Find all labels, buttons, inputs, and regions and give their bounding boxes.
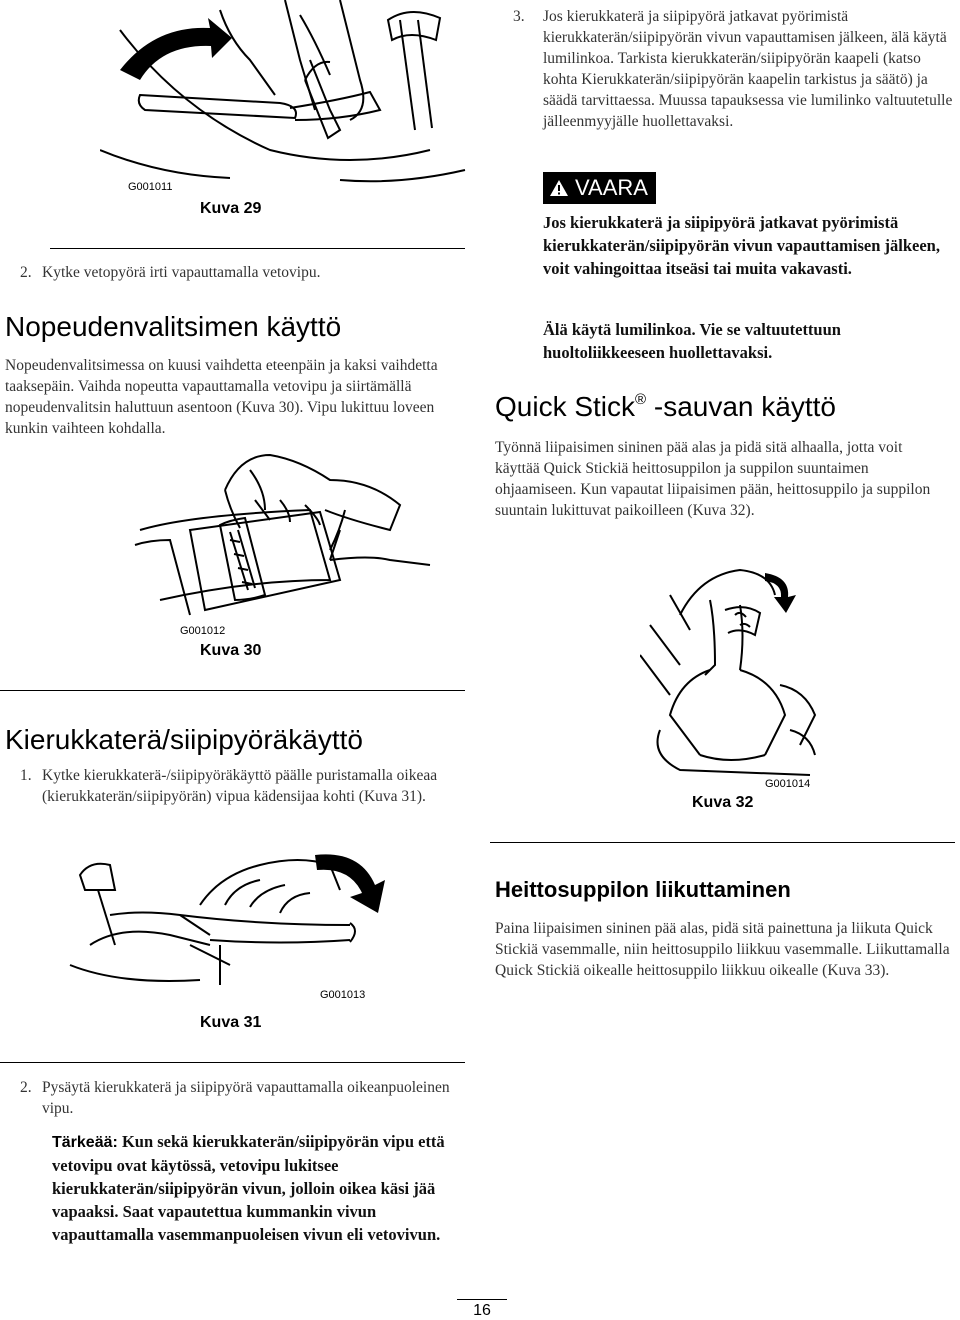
- important-text: Kun sekä kierukkaterän/siipipyörän vipu että vetovipu ovat käytössä, vetovipu lukitsee kierukkaterän/siipipyörän vivun, jolloin oikea käsi jää vapaaksi. Saat vapautettua kummankin vivun vapauttamalla vasemmanpuoleisen vivun eli vetovivun.: [52, 1132, 445, 1244]
- important-note: [52, 1130, 470, 1246]
- step-2-disengage-traction: [20, 262, 470, 283]
- step-1-engage-auger: [20, 765, 465, 807]
- step-text: Jos kierukkaterä ja siipipyörä jatkavat pyörimistä kierukkaterän/siipipyörän vivun vapauttamisen jälkeen, älä käytä lumilinkoa. Tarkista kierukkaterän/siipipyörän kaapeli (katso kohta Kierukkaterän/siipipyörän kaapelin tarkistus ja säätö) ja säädä tarvittaessa. Muussa tapauksessa vie lumilinko valtuutetulle jälleenmyyjälle huollettavaksi.: [543, 8, 953, 130]
- figure-30-code: G001012: [180, 625, 226, 637]
- chute-movement-heading: Heittosuppilon liikuttaminen: [495, 877, 791, 902]
- figure-32-illustration: [640, 555, 840, 785]
- registered-mark: ®: [635, 390, 647, 408]
- step-text: Kytke vetopyörä irti vapauttamalla vetovipu.: [42, 264, 321, 281]
- figure-29-rule: [50, 248, 465, 249]
- page-number: 16: [473, 1302, 491, 1319]
- step-number: 2.: [20, 1079, 32, 1096]
- figure-29-label: Kuva 29: [200, 200, 262, 217]
- warning-paragraph-2: Älä käytä lumilinkoa. Vie se valtuutettuun huoltoliikkeeseen huollettavaksi.: [543, 320, 841, 362]
- figure-31-label: Kuva 31: [200, 1014, 262, 1031]
- figure-32-code: G001014: [765, 778, 811, 790]
- figure-29-code: G001011: [128, 181, 173, 193]
- figure-32-rule: [490, 842, 955, 843]
- step-text: Pysäytä kierukkaterä ja siipipyörä vapauttamalla oikeanpuoleinen vipu.: [42, 1079, 450, 1117]
- auger-drive-heading: Kierukkaterä/siipipyöräkäyttö: [5, 724, 363, 755]
- figure-30-label: Kuva 30: [200, 642, 262, 659]
- step-text: Kytke kierukkaterä-/siipipyöräkäyttö päälle puristamalla oikeaa (kierukkaterän/siipipyörän) vipua kädensijaa kohti (Kuva 31).: [42, 767, 438, 805]
- quick-stick-heading: [495, 391, 836, 423]
- speed-selector-body: Nopeudenvalitsimessa on kuusi vaihdetta eteenpäin ja kaksi vaihdetta taaksepäin. Vaihda nopeutta vapauttamalla vetovipu ja siirtämällä nopeudenvalitsin haluttuun asentoon (Kuva 30). Vipu lukittuu loveen kunkin vaihteen kohdalla.: [5, 357, 438, 437]
- warning-paragraph-1: Jos kierukkaterä ja siipipyörä jatkavat pyörimistä kierukkaterän/siipipyörän vivun vapauttamisen jälkeen, voit vahingoittaa itseäsi tai muita vakavasti.: [543, 213, 940, 278]
- warning-badge: [543, 172, 656, 204]
- figure-31-code: G001013: [320, 989, 366, 1001]
- warning-triangle-icon: [549, 179, 569, 197]
- step-number: 3.: [513, 8, 525, 25]
- page-number-rule: [457, 1299, 507, 1300]
- quick-stick-body: Työnnä liipaisimen sininen pää alas ja pidä sitä alhaalla, jotta voit käyttää Quick Stickiä heittosuppilon ja suppilon suuntaimen ohjaamiseen. Kun vapautat liipaisimen pään, heittosuppilo ja suppilon suuntain lukittuvat paikoilleen (Kuva 32).: [495, 439, 931, 519]
- step-2-stop-auger: [20, 1077, 465, 1119]
- chute-movement-body: Paina liipaisimen sininen pää alas, pidä sitä painettuna ja liikuta Quick Stickiä vasemmalle, niin heittosuppilo liikkuu vasemmalle. Liikuttamalla Quick Stickiä oikealle heittosuppilo liikkuu oikealle (Kuva 33).: [495, 920, 950, 979]
- warning-badge-text: VAARA: [575, 175, 648, 200]
- quick-stick-title-end: -sauvan käyttö: [646, 391, 836, 422]
- step-number: 1.: [20, 767, 32, 784]
- step-3-auger-still-rotating: [513, 6, 958, 132]
- figure-31-illustration: [60, 845, 400, 995]
- important-label: Tärkeää:: [52, 1134, 118, 1151]
- figure-30-rule: [0, 690, 465, 691]
- figure-29-illustration: [100, 0, 470, 190]
- speed-selector-heading: Nopeudenvalitsimen käyttö: [5, 311, 342, 342]
- figure-32-label: Kuva 32: [692, 794, 754, 811]
- figure-30-illustration: [130, 450, 460, 625]
- quick-stick-title-start: Quick Stick: [495, 391, 636, 422]
- figure-31-rule: [0, 1062, 465, 1063]
- step-number: 2.: [20, 264, 32, 281]
